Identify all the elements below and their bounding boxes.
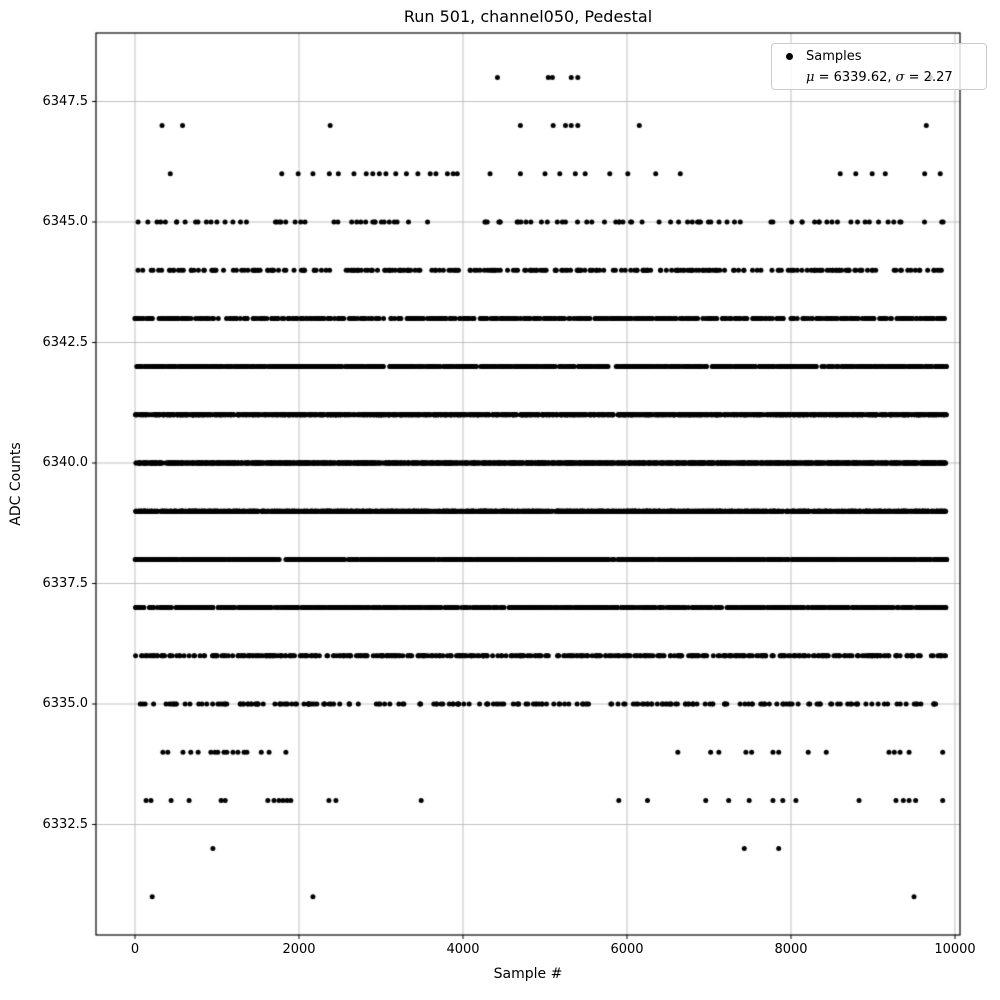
y-tick-label: 6347.5 — [42, 93, 88, 109]
legend — [771, 43, 987, 90]
legend-marker — [772, 53, 806, 60]
x-tick-label: 6000 — [610, 942, 644, 957]
mu-value: = 6339.62, — [814, 69, 896, 85]
x-axis-label: Sample # — [493, 966, 563, 982]
y-tick-label: 6332.5 — [42, 816, 88, 832]
x-tick-label: 10000 — [934, 942, 976, 957]
mu-symbol: μ — [806, 69, 815, 85]
y-tick-label: 6342.5 — [42, 334, 88, 350]
legend-entry-samples — [772, 46, 986, 67]
x-tick-label: 4000 — [446, 942, 480, 957]
y-tick-label: 6340.0 — [42, 455, 88, 470]
x-tick-label: 8000 — [774, 942, 808, 957]
y-axis-label: ADC Counts — [8, 442, 24, 526]
x-tick-label: 0 — [130, 942, 140, 957]
y-tick-label: 6335.0 — [42, 696, 88, 711]
sample-dot-icon — [786, 53, 793, 60]
legend-entry-label: Samples — [806, 48, 862, 64]
y-tick-label: 6345.0 — [42, 214, 88, 229]
legend-entry-stats — [772, 67, 986, 88]
sigma-value: = 2.27 — [904, 69, 953, 85]
x-tick-label: 2000 — [282, 942, 316, 957]
chart-title: Run 501, channel050, Pedestal — [403, 7, 653, 26]
y-tick-label: 6337.5 — [42, 575, 88, 591]
legend-stats-text — [806, 70, 953, 85]
sigma-symbol: σ — [895, 69, 905, 85]
